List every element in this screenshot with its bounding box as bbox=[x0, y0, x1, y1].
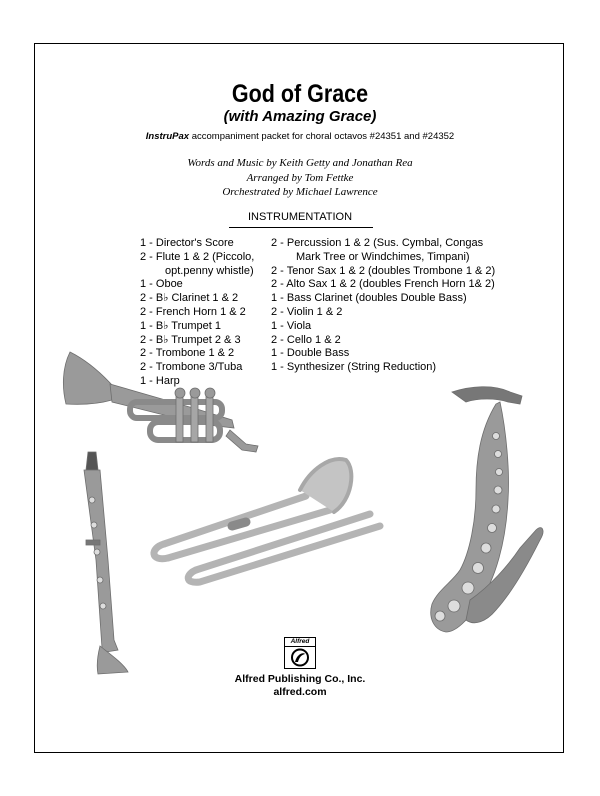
packet-brand: InstruPax bbox=[145, 131, 190, 142]
instrument-item: 1 - Harp bbox=[140, 374, 180, 387]
credit-orchestrator: Orchestrated by Michael Lawrence bbox=[222, 186, 378, 198]
instrument-item: Mark Tree or Windchimes, Timpani) bbox=[296, 250, 470, 263]
instrument-item: 2 - Flute 1 & 2 (Piccolo, bbox=[140, 250, 255, 263]
instrument-item: 1 - Synthesizer (String Reduction) bbox=[271, 361, 437, 374]
instrument-item: 2 - B♭ Trumpet 2 & 3 bbox=[140, 333, 241, 346]
instrument-item: 1 - B♭ Trumpet 1 bbox=[140, 319, 221, 332]
instrument-item: 2 - Alto Sax 1 & 2 (doubles French Horn 1& 2) bbox=[271, 278, 495, 291]
clarinet-icon bbox=[84, 452, 128, 674]
instrument-item: 2 - Tenor Sax 1 & 2 (doubles Trombone 1 & 2) bbox=[271, 264, 496, 277]
publisher-info bbox=[0, 673, 600, 699]
instrument-item: 2 - Percussion 1 & 2 (Sus. Cymbal, Congas bbox=[271, 237, 484, 249]
instrument-item: 2 - Trombone 3/Tuba bbox=[140, 361, 243, 374]
page-title: God of Grace bbox=[231, 80, 369, 108]
instrument-item: 2 - Trombone 1 & 2 bbox=[140, 347, 235, 360]
alfred-logo-icon bbox=[284, 637, 316, 669]
instrument-item: 1 - Viola bbox=[271, 319, 312, 332]
publisher-website[interactable]: alfred.com bbox=[273, 686, 327, 698]
saxophone-icon bbox=[431, 387, 543, 632]
credit-words-music: Words and Music by Keith Getty and Jonathan Rea bbox=[187, 157, 413, 169]
instrument-item: 1 - Oboe bbox=[140, 278, 183, 291]
instrument-item: 2 - Cello 1 & 2 bbox=[271, 333, 341, 346]
instrument-item: 1 - Double Bass bbox=[271, 347, 350, 360]
instrument-item: 1 - Director's Score bbox=[140, 237, 234, 249]
instrument-item: 2 - French Horn 1 & 2 bbox=[140, 305, 246, 318]
instrumentation-heading: INSTRUMENTATION bbox=[247, 211, 353, 223]
instrument-item: 2 - Violin 1 & 2 bbox=[271, 305, 343, 318]
trombone-icon bbox=[154, 459, 380, 582]
trumpet-icon bbox=[63, 352, 258, 452]
instrument-item: opt.penny whistle) bbox=[165, 264, 254, 277]
instrument-item: 2 - B♭ Clarinet 1 & 2 bbox=[140, 292, 239, 305]
credit-arranger: Arranged by Tom Fettke bbox=[246, 171, 354, 184]
page-subtitle: (with Amazing Grace) bbox=[223, 108, 377, 125]
instrument-item: 1 - Bass Clarinet (doubles Double Bass) bbox=[271, 292, 467, 305]
packet-text: accompaniment packet for choral octavos #24351 and #24352 bbox=[189, 131, 455, 142]
publisher-name: Alfred Publishing Co., Inc. bbox=[234, 673, 366, 685]
logo-text: Alfred bbox=[285, 638, 315, 647]
